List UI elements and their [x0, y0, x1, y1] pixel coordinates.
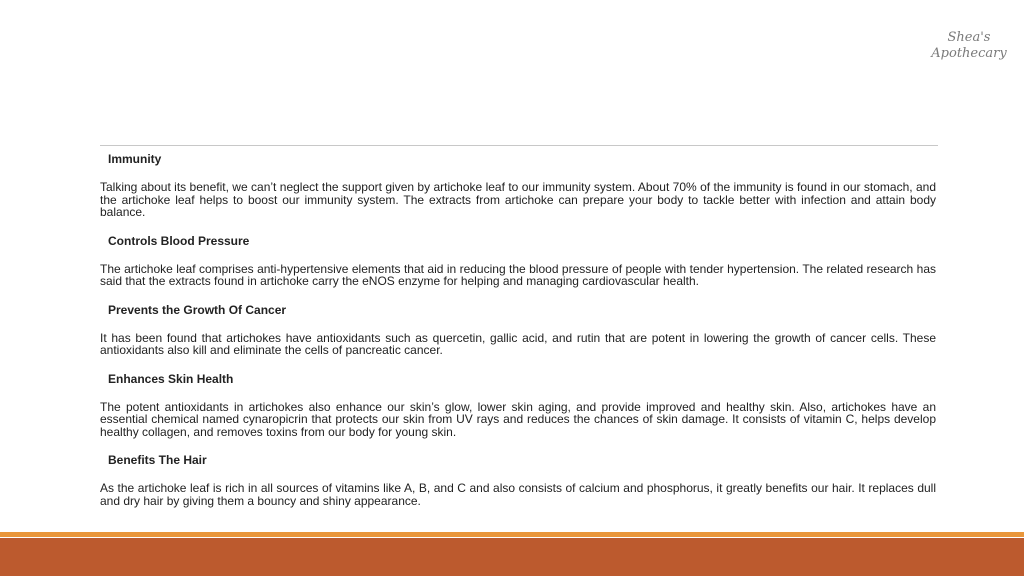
brand-logo	[924, 30, 1014, 62]
header-divider	[100, 145, 938, 146]
section-heading: Enhances Skin Health	[108, 371, 234, 386]
footer-accent-bar	[0, 532, 1024, 537]
section-blood-pressure	[100, 234, 936, 288]
section-immunity	[100, 152, 936, 219]
section-cancer	[100, 303, 936, 357]
article-body	[100, 152, 936, 522]
section-paragraph: Talking about its benefit, we can’t neglect the support given by artichoke leaf to our immunity system. About 70% of the immunity is found in our stomach, and the artichoke leaf helps to boost our immunity system. The extracts from artichoke can prepare your body to tackle better with infection and attain body balance.	[100, 180, 936, 219]
section-heading: Benefits The Hair	[108, 453, 207, 467]
section-hair	[100, 453, 936, 507]
section-heading: Controls Blood Pressure	[108, 233, 250, 248]
logo-line-2: Apothecary	[931, 46, 1007, 61]
logo-line-1: Shea's	[947, 30, 991, 45]
section-heading: Immunity	[108, 152, 162, 166]
section-paragraph: It has been found that artichokes have antioxidants such as quercetin, gallic acid, and rutin that are potent in lowering the growth of cancer cells. These antioxidants also kill and eliminate the cells of pancreatic cancer.	[100, 330, 936, 357]
footer-bar	[0, 538, 1024, 576]
section-paragraph: As the artichoke leaf is rich in all sources of vitamins like A, B, and C and also consists of calcium and phosphorus, it greatly benefits our hair. It replaces dull and dry hair by giving them a bouncy and shiny appearance.	[100, 481, 936, 508]
section-skin-health	[100, 372, 936, 439]
section-heading: Prevents the Growth Of Cancer	[108, 302, 287, 317]
section-paragraph: The artichoke leaf comprises anti-hypertensive elements that aid in reducing the blood pressure of people with tender hypertension. The related research has said that the extracts found in artichoke carry the eNOS enzyme for helping and managing cardiovascular health.	[100, 261, 936, 288]
section-paragraph: The potent antioxidants in artichokes also enhance our skin’s glow, lower skin aging, and provide improved and healthy skin. Also, artichokes have an essential chemical named cynaropicrin that protects our skin from UV rays and reduces the chances of skin damage. It consists of vitamin C, helps develop healthy collagen, and removes toxins from our body for young skin.	[100, 399, 936, 439]
